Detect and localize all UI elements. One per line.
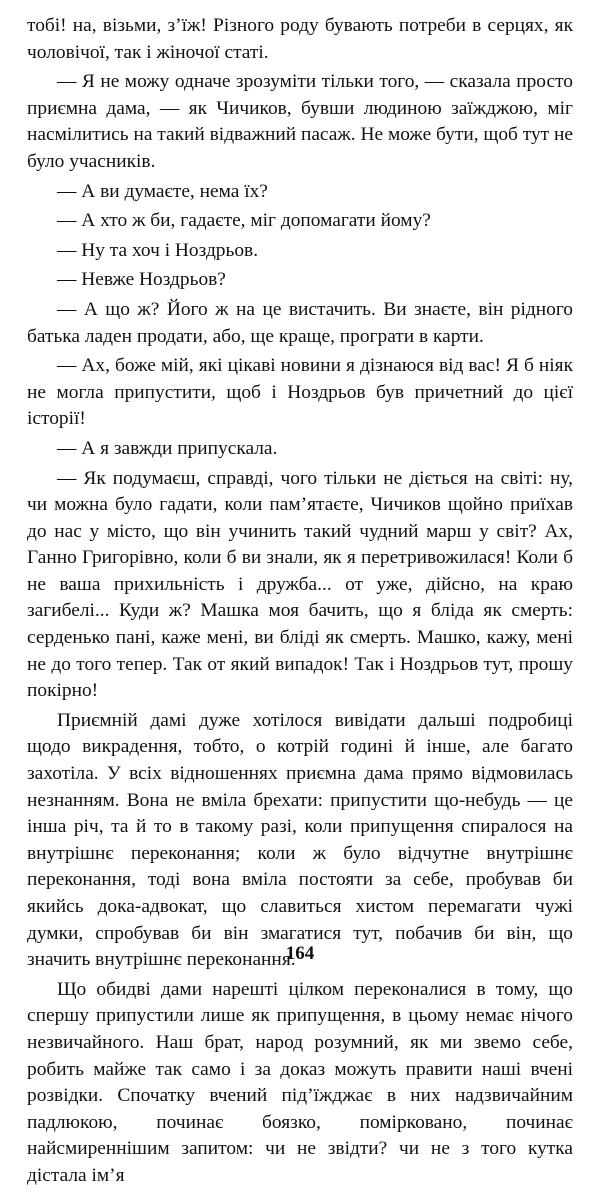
paragraph-dialogue: — А ви думаєте, нема їх? <box>57 180 268 202</box>
page-number: 164 <box>285 943 315 964</box>
paragraph-narrative: Приємній дамі дуже хотілося вивідати дальші подробиці щодо викрадення, тобто, о котрій годині й інше, але багато захотіла. У всіх відношеннях приємна дама прямо відмовилась незнанням. Вона не вміла брехати: припустити що-небудь — це інша річ, та й то в такому разі, коли припущення спиралося на внутрішнє переконання; коли ж було відчутне внутрішнє переконання, тоді вона вміла постояти за себе, пробував би якийсь дока-адвокат, що славиться хистом перемагати чужі думки, спробував би він змагатися тут, побачив би він, що значить внутрішнє переконання. <box>27 709 573 971</box>
paragraph-narrative: Що обидві дами нарешті цілком переконалися в тому, що спершу припустили лише як припущення, в цьому немає нічого незвичайного. Наш брат, народ розумний, як ми звемо себе, робить майже так само і за доказ можуть правити наші вчені розвідки. Спочатку вчений під’їжджає в них надзвичайним падлюкою, починає боязко, помірковано, починає найсмиреннішим запитом: чи не звідти? чи не з того кутка дістала ім’я <box>27 978 573 1186</box>
paragraph-dialogue: — А я завжди припускала. <box>57 437 278 459</box>
paragraph-dialogue: — А хто ж би, гадаєте, міг допомагати йому? <box>57 210 431 232</box>
paragraph-dialogue: — Я не можу одначе зрозуміти тільки того, — сказала просто приємна дама, — як Чичиков, бувши людиною заїжджою, міг насмілитись на такий відважний пасаж. Не може бути, щоб тут не було учасників. <box>27 71 573 172</box>
paragraph-dialogue: — Ну та хоч і Ноздрьов. <box>57 239 259 261</box>
page-text <box>27 13 573 1193</box>
paragraph-dialogue: — Невже Ноздрьов? <box>57 269 226 291</box>
paragraph-dialogue: — Як подумаєш, справді, чого тільки не діється на світі: ну, чи можна було гадати, коли пам’ятаєте, Чичиков щойно приїхав до нас у місто, що він учинить такий чудний марш у світ? Ах, Ганно Григорівно, коли б ви знали, як я перетривожилася! Коли б не ваша прихильність і дружба... от уже, дійсно, на краю загибелі... Куди ж? Машка моя бачить, що я бліда як смерть: серденько пані, каже мені, ви блідi як смерть. Машко, кажу, мені не до того тепер. Так от який випадок! Так і Ноздрьов тут, прошу покірно! <box>27 467 573 702</box>
paragraph-dialogue: — Ах, боже мій, які цікаві новини я дізнаюся від вас! Я б ніяк не могла припустити, щоб і Ноздрьов був причетний до цієї історії! <box>27 355 573 430</box>
paragraph-continuation: тобі! на, візьми, з’їж! Різного роду бувають потреби в серцях, як чоловічої, так і жіночої статі. <box>27 15 573 63</box>
paragraph-dialogue: — А що ж? Його ж на це вистачить. Ви знаєте, він рідного батька ладен продати, або, ще краще, програти в карти. <box>27 298 573 347</box>
